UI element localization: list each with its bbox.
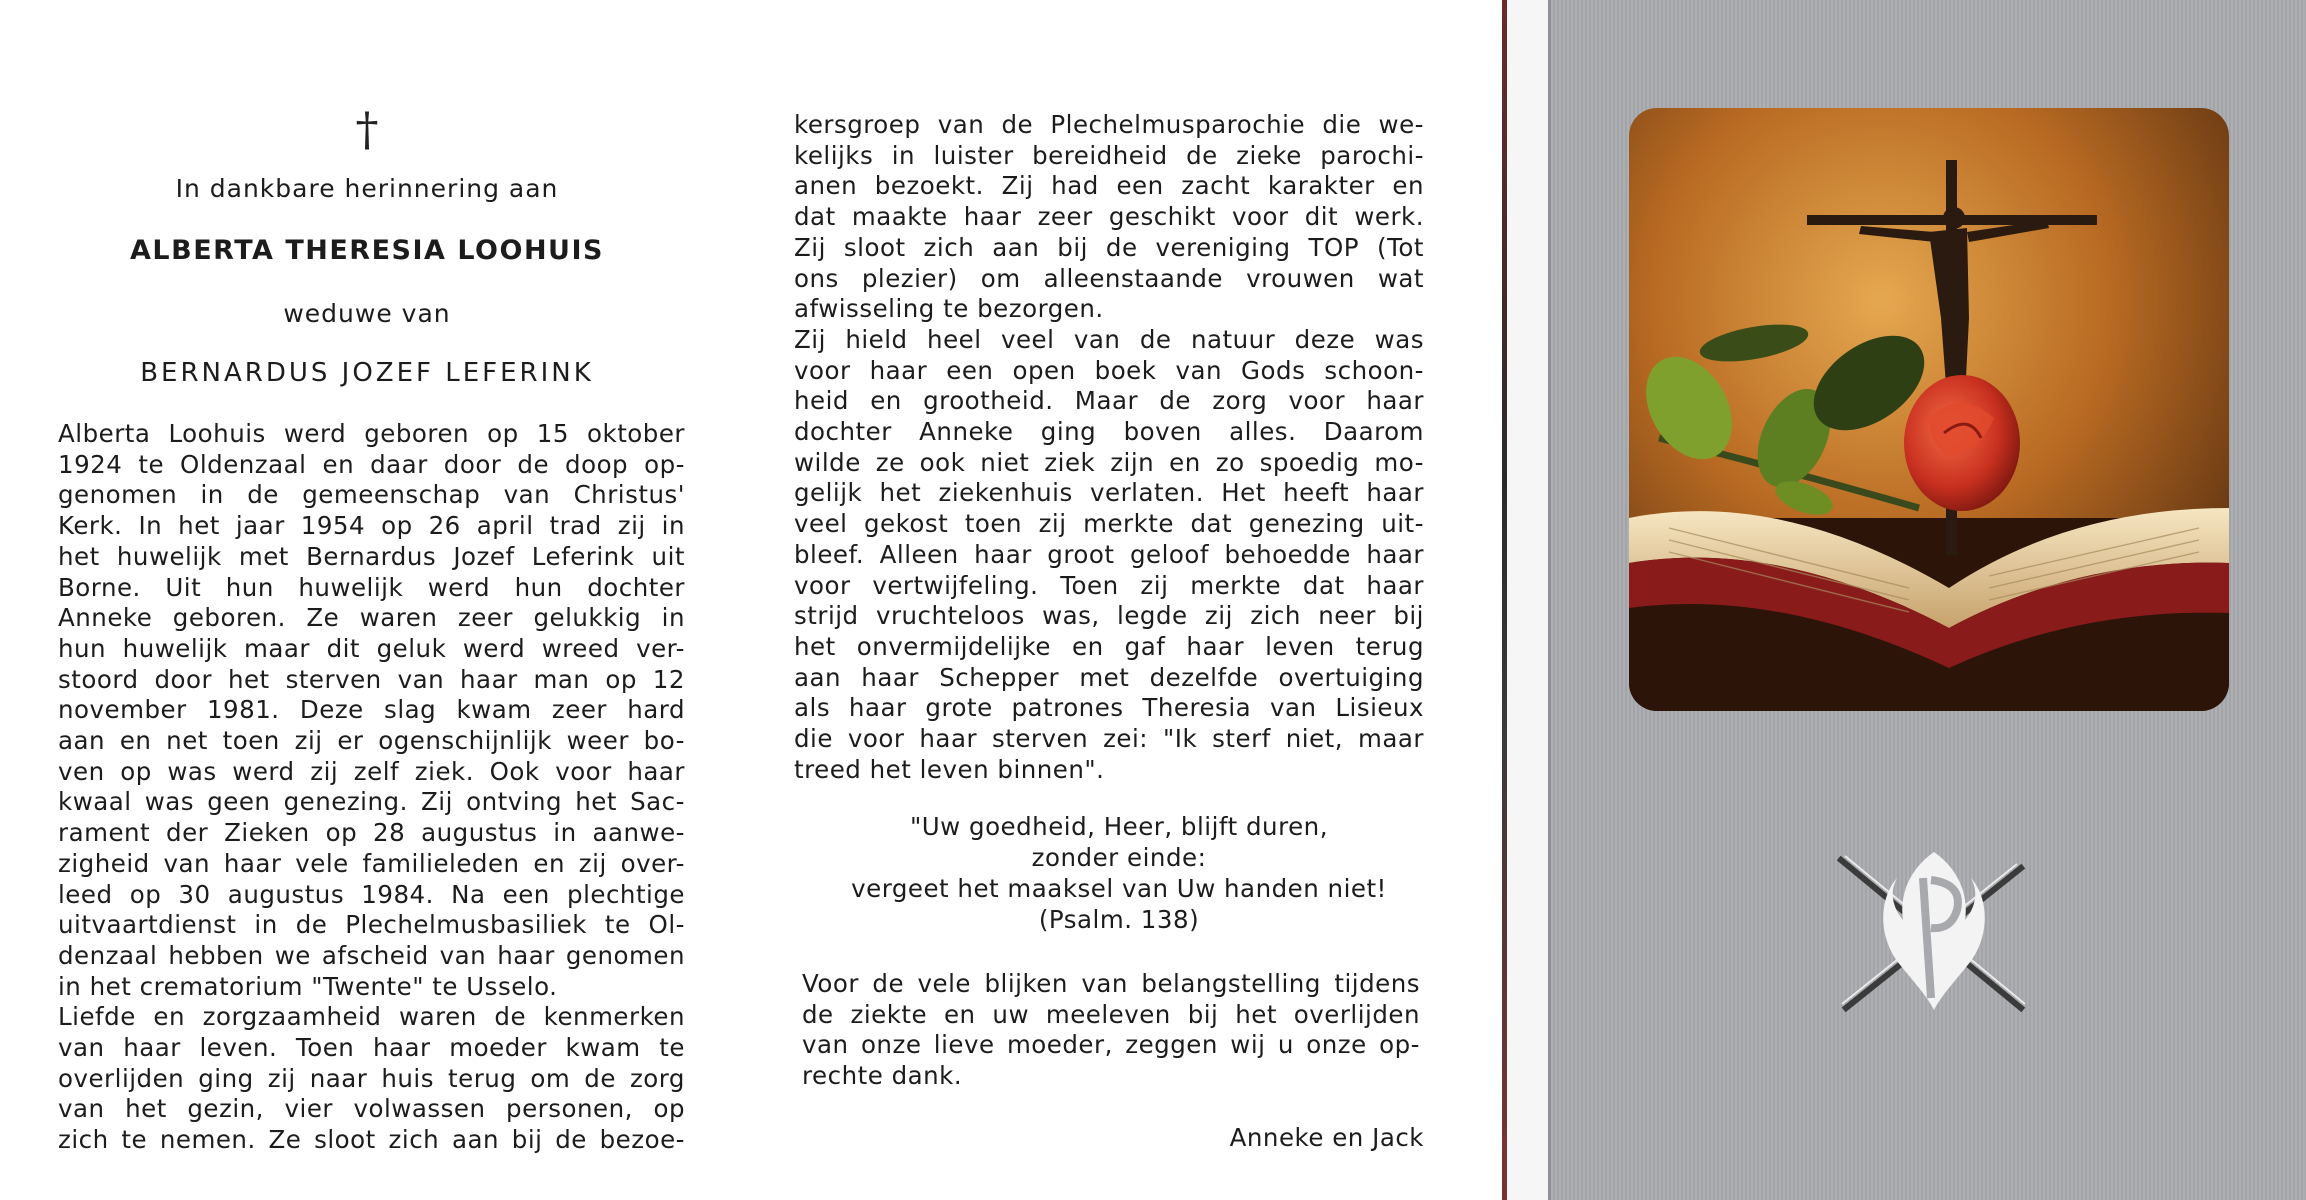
text-line: van het gezin, vier volwassen personen, op	[58, 1094, 685, 1124]
text-line: Alberta Loohuis werd geboren op 15 oktober	[58, 419, 685, 448]
text-line: afwisseling te bezorgen.	[794, 294, 1104, 324]
quote-line: "Uw goedheid, Heer, blijft duren,	[909, 812, 1328, 841]
text-line: rechte dank.	[802, 1061, 963, 1091]
cross-icon: †	[355, 102, 379, 156]
text-line: veel gekost toen zij merkte dat genezing uit-	[794, 509, 1424, 539]
text-line: anen bezoekt. Zij had een zacht karakter en	[794, 171, 1424, 201]
cover-page	[1548, 0, 2306, 1200]
text-line: aan en net toen zij er ogenschijnlijk weer bo-	[58, 726, 685, 756]
text-line: kelijks in luister bereidheid de zieke parochi-	[794, 140, 1424, 170]
thanks-text	[802, 969, 1420, 1092]
text-line: kersgroep van de Plechelmusparochie die we-	[794, 110, 1424, 139]
biography-continuation	[794, 110, 1424, 785]
text-line: dochter Anneke ging boven alles. Daarom	[794, 417, 1424, 447]
text-line: kwaal was geen genezing. Zij ontving het Sac-	[58, 787, 685, 817]
text-line: wilde ze ook niet ziek zijn en zo spoedig mo-	[794, 447, 1424, 477]
chi-rho-monogram-icon	[1831, 848, 2036, 1013]
text-line: treed het leven binnen".	[794, 754, 1105, 784]
text-line: aan haar Schepper met dezelfde overtuiging	[794, 662, 1424, 692]
text-line: als haar grote patrones Theresia van Lisieux	[794, 693, 1424, 723]
text-line: november 1981. Deze slag kwam zeer hard	[58, 695, 685, 725]
text-line: ons plezier) om alleenstaande vrouwen wat	[794, 263, 1424, 293]
text-line: heid en grootheid. Maar de zorg voor haar	[794, 386, 1424, 416]
text-line: ven op was werd zij zelf ziek. Ook voor haar	[58, 756, 685, 786]
text-line: dat maakte haar zeer geschikt voor dit werk.	[794, 202, 1424, 232]
text-line: Kerk. In het jaar 1954 op 26 april trad zij in	[58, 511, 685, 541]
text-line: die voor haar sterven zei: "Ik sterf niet, maar	[794, 724, 1424, 754]
text-line: de ziekte en uw meeleven bij het overlijden	[802, 999, 1420, 1029]
biography-text	[58, 419, 685, 1156]
text-line: overlijden ging zij naar huis terug om de zorg	[58, 1063, 685, 1093]
text-line: Zij sloot zich aan bij de vereniging TOP (Tot	[794, 232, 1424, 262]
text-line: strijd vruchteloos was, legde zij zich neer bij	[794, 601, 1424, 631]
text-line: 1924 te Oldenzaal en daar door de doop op-	[58, 449, 685, 479]
middle-page	[734, 0, 1504, 1200]
crucifix-rose-bible-photo	[1629, 108, 2229, 711]
text-line: genomen in de gemeenschap van Christus'	[58, 480, 685, 510]
text-line: Voor de vele blijken van belangstelling tijdens	[802, 969, 1420, 998]
quote-line: zonder einde:	[1031, 843, 1207, 872]
deceased-name: ALBERTA THERESIA LOOHUIS	[130, 235, 604, 266]
card-gap	[1507, 0, 1548, 1200]
text-line: rament der Zieken op 28 augustus in aanwe-	[58, 818, 685, 848]
text-line: voor vertwijfeling. Toen zij merkte dat haar	[794, 570, 1424, 600]
text-line: het huwelijk met Bernardus Jozef Leferink uit	[58, 541, 685, 571]
text-line: hun huwelijk maar dit geluk werd wreed ver-	[58, 633, 685, 663]
text-line: het onvermijdelijke en gaf haar leven terug	[794, 631, 1424, 661]
text-line: voor haar een open boek van Gods schoon-	[794, 355, 1424, 385]
text-line: Zij hield heel veel van de natuur deze was	[794, 324, 1424, 354]
text-line: zich te nemen. Ze sloot zich aan bij de bezoe-	[58, 1125, 685, 1155]
text-line: Borne. Uit hun huwelijk werd hun dochter	[58, 572, 685, 602]
text-line: stoord door het sterven van haar man op 12	[58, 664, 685, 694]
text-line: zigheid van haar vele familieleden en zij over-	[58, 848, 685, 878]
husband-name: BERNARDUS JOZEF LEFERINK	[140, 358, 594, 388]
text-line: Anneke geboren. Ze waren zeer gelukkig in	[58, 603, 685, 633]
text-line: gelijk het ziekenhuis verlaten. Het heeft haar	[794, 478, 1424, 508]
text-line: bleef. Alleen haar groot geloof behoedde haar	[794, 539, 1424, 569]
text-line: van haar leven. Toen haar moeder kwam te	[58, 1033, 685, 1063]
text-line: van onze lieve moeder, zeggen wij u onze op-	[802, 1030, 1420, 1060]
quote-line: vergeet het maaksel van Uw handen niet!	[851, 874, 1387, 903]
signature: Anneke en Jack	[1229, 1123, 1424, 1152]
text-line: denzaal hebben we afscheid van haar genomen	[58, 940, 685, 970]
widow-of-text: weduwe van	[283, 299, 451, 328]
text-line: in het crematorium "Twente" te Usselo.	[58, 971, 558, 1001]
text-line: uitvaartdienst in de Plechelmusbasiliek te Ol-	[58, 910, 685, 940]
left-page	[0, 0, 734, 1200]
text-line: Liefde en zorgzaamheid waren de kenmerken	[58, 1002, 685, 1032]
intro-text: In dankbare herinnering aan	[175, 174, 559, 203]
quote-line: (Psalm. 138)	[1038, 905, 1200, 934]
text-line: leed op 30 augustus 1984. Na een plechtige	[58, 879, 685, 909]
